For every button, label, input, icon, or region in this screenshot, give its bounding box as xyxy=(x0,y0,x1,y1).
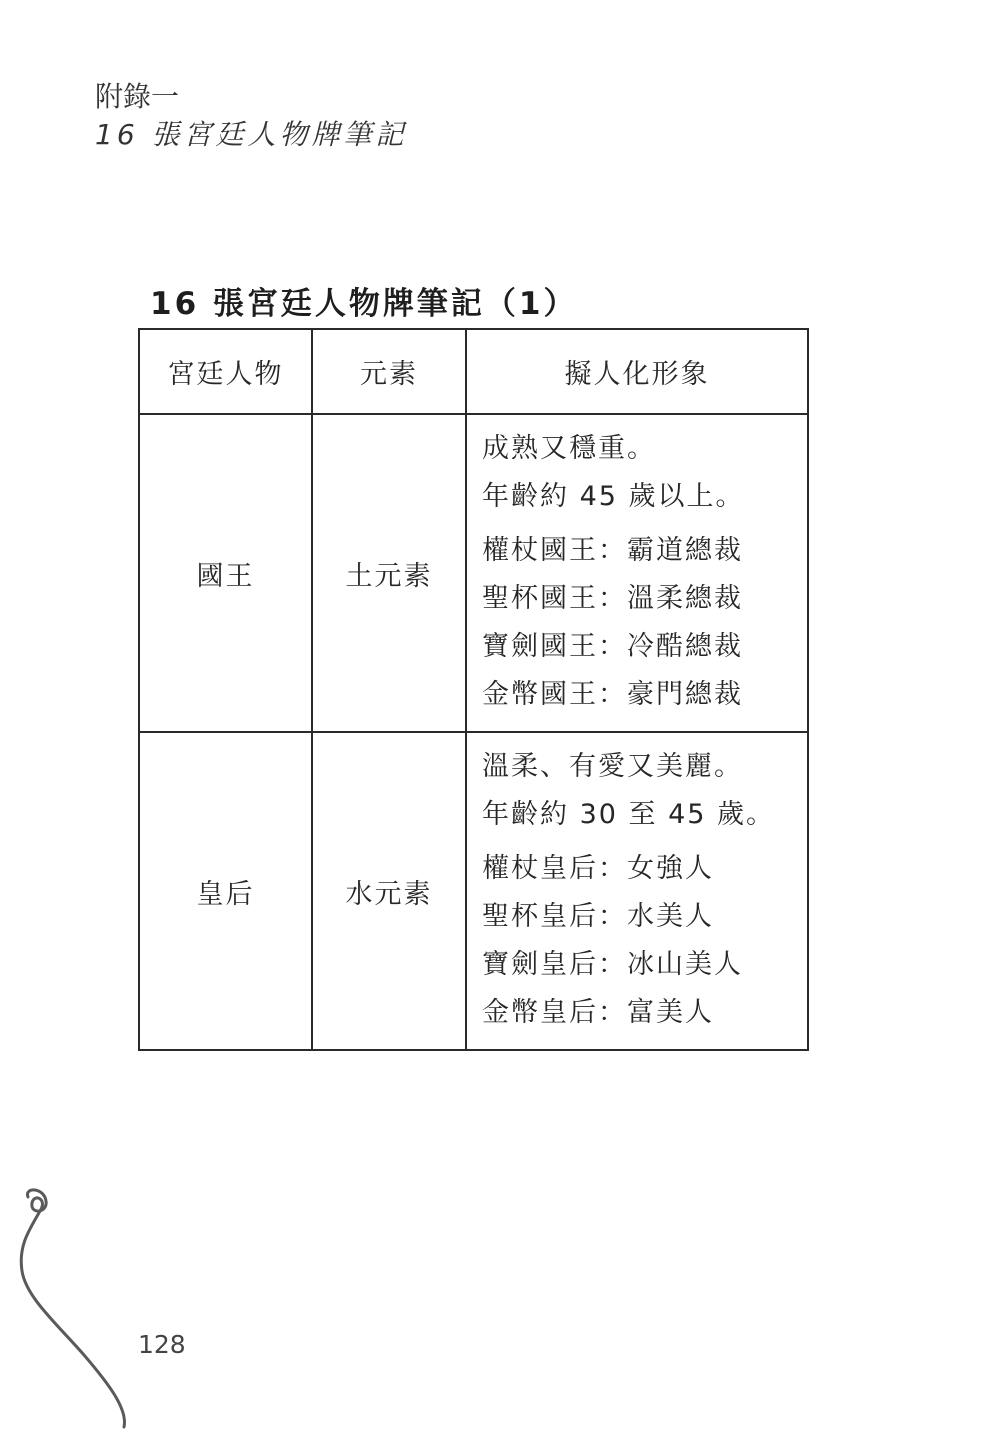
persona-line: 金幣皇后：富美人 xyxy=(482,997,714,1028)
persona-cell xyxy=(466,414,808,732)
court-card-table xyxy=(138,328,809,1051)
running-header xyxy=(95,78,408,154)
chapter-title: 16 張宮廷人物牌筆記 xyxy=(95,118,408,151)
figure-cell: 國王 xyxy=(139,414,312,732)
persona-line: 權杖皇后：女強人 xyxy=(482,853,714,884)
persona-line: 金幣國王：豪門總裁 xyxy=(482,679,743,710)
persona-line: 溫柔、有愛又美麗。 xyxy=(482,751,743,782)
persona-cell xyxy=(466,732,808,1050)
decorative-squiggle-icon xyxy=(0,1185,150,1436)
element-cell: 土元素 xyxy=(312,414,466,732)
persona-line: 年齡約 30 至 45 歲。 xyxy=(482,799,776,830)
persona-line: 寶劍皇后：冰山美人 xyxy=(482,949,743,980)
persona-line: 聖杯國王：溫柔總裁 xyxy=(482,583,743,614)
table-title: 16 張宮廷人物牌筆記（1） xyxy=(150,286,578,322)
column-header-persona: 擬人化形象 xyxy=(466,329,808,414)
persona-line: 成熟又穩重。 xyxy=(482,433,656,464)
page-number: 128 xyxy=(138,1330,186,1359)
appendix-label: 附錄一 xyxy=(95,80,180,113)
persona-line: 寶劍國王：冷酷總裁 xyxy=(482,631,743,662)
column-header-element: 元素 xyxy=(312,329,466,414)
figure-cell: 皇后 xyxy=(139,732,312,1050)
persona-line: 權杖國王：霸道總裁 xyxy=(482,535,743,566)
persona-line: 年齡約 45 歲以上。 xyxy=(482,481,745,512)
table-header-row xyxy=(139,329,808,414)
persona-line: 聖杯皇后：水美人 xyxy=(482,901,714,932)
element-cell: 水元素 xyxy=(312,732,466,1050)
column-header-figure: 宮廷人物 xyxy=(139,329,312,414)
table-row xyxy=(139,732,808,1050)
table-row xyxy=(139,414,808,732)
